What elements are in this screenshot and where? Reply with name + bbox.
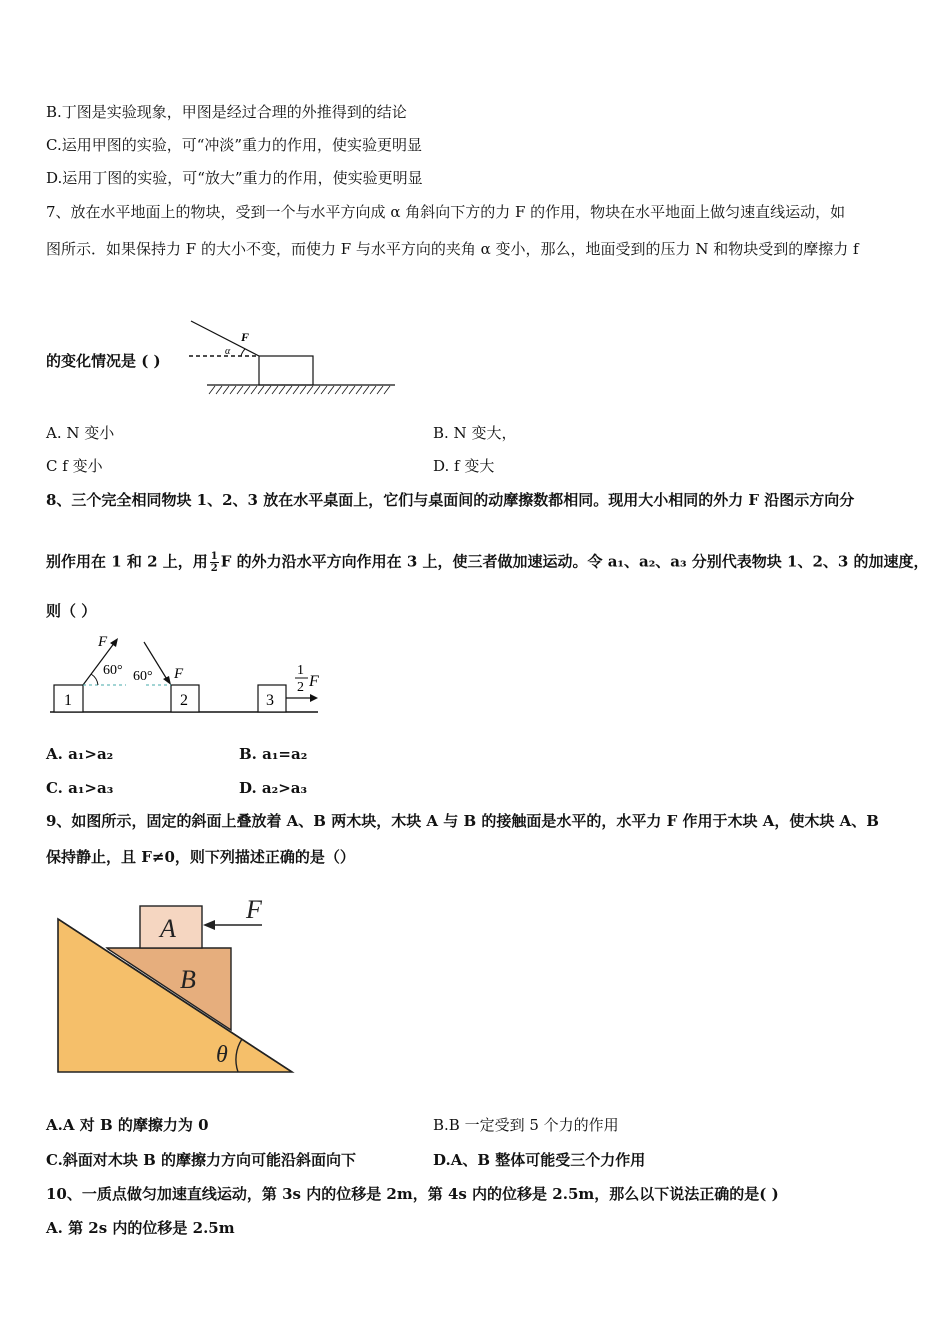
q6-option-c: C.运用甲图的实验，可“冲淡”重力的作用，使实验更明显: [46, 136, 423, 154]
q8-block-3-label: 3: [266, 692, 274, 709]
q8-force-2-arrowhead: [163, 676, 171, 685]
q8-force-3-den: 2: [297, 680, 304, 695]
q9-option-a: A.A 对 B 的摩擦力为 0: [46, 1116, 209, 1134]
q7-alpha-label: α: [225, 346, 231, 357]
q8-option-d: D. a₂>a₃: [239, 779, 308, 797]
q8-option-a: A. a₁>a₂: [46, 745, 114, 763]
q8-frac-den: 2: [210, 563, 218, 574]
q7-option-a: A. N 变小: [46, 424, 115, 442]
q10-stem-line1: 10、一质点做匀加速直线运动，第 3s 内的位移是 2m，第 4s 内的位移是 2.5m，那么以下说法正确的是( ): [46, 1185, 779, 1203]
q10-option-a: A. 第 2s 内的位移是 2.5m: [46, 1219, 235, 1237]
q8-angle-1-label: 60°: [103, 663, 123, 678]
q9-stem-line1: 9、如图所示，固定的斜面上叠放着 A、B 两木块，木块 A 与 B 的接触面是水平的，水平力 F 作用于木块 A，使木块 A、B: [46, 812, 879, 830]
q7-block: [259, 356, 313, 385]
q6-option-b: B.丁图是实验现象，甲图是经过合理的外推得到的结论: [46, 103, 407, 121]
q8-force-3-arrowhead: [310, 694, 318, 702]
q8-stem-line1: 8、三个完全相同物块 1、2、3 放在水平桌面上，它们与桌面间的动摩擦数都相同。现用大小相同的外力 F 沿图示方向分: [46, 491, 855, 509]
q9-option-b: B.B 一定受到 5 个力的作用: [433, 1116, 619, 1134]
q6-option-d: D.运用丁图的实验，可“放大”重力的作用，使实验更明显: [46, 169, 423, 187]
q8-option-b: B. a₁=a₂: [239, 745, 308, 763]
q7-stem-line1: 7、放在水平地面上的物块，受到一个与水平方向成 α 角斜向下方的力 F 的作用，物块在水平地面上做匀速直线运动，如: [46, 203, 846, 221]
q8-stem-line2-end: F 的外力沿水平方向作用在 3 上，使三者做加速运动。令 a₁、a₂、a₃ 分别代表物块 1、2、3 的加速度，: [220, 552, 929, 571]
q8-stem-line3: 则（ ）: [46, 602, 97, 620]
q7-force-label: F: [241, 330, 250, 344]
q8-angle-arc-1: [91, 674, 98, 685]
q7-angle-arc: [241, 349, 245, 356]
q9-block-a-label: A: [160, 914, 176, 943]
q9-option-c: C.斜面对木块 B 的摩擦力方向可能沿斜面向下: [46, 1151, 357, 1169]
q9-theta-label: θ: [216, 1042, 228, 1068]
q7-figure: [185, 316, 400, 398]
q9-figure: [50, 890, 300, 1080]
q9-block-b-label: B: [180, 965, 196, 994]
q9-force-arrowhead: [203, 920, 215, 930]
q9-force-label: F: [246, 895, 262, 924]
q8-option-c: C. a₁>a₃: [46, 779, 114, 797]
q7-option-b: B. N 变大，: [433, 424, 517, 442]
q7-stem-line3: 的变化情况是 ( ): [46, 352, 161, 370]
q8-half-fraction: [210, 551, 219, 574]
q8-block-1-label: 1: [64, 692, 72, 709]
q9-option-d: D.A、B 整体可能受三个力作用: [433, 1151, 646, 1169]
q8-force-2-label: F: [174, 666, 184, 682]
q8-figure: [46, 628, 331, 720]
q9-stem-line2: 保持静止，且 F≠0，则下列描述正确的是（）: [46, 848, 355, 866]
q8-block-2-label: 2: [180, 692, 188, 709]
q7-option-c: C f 变小: [46, 457, 103, 475]
q8-force-3-label: F: [309, 673, 319, 690]
q8-force-3-num: 1: [297, 663, 304, 678]
q8-angle-2-label: 60°: [133, 669, 153, 684]
q8-force-1-arrowhead: [110, 638, 118, 647]
q8-frac-num: 1: [210, 551, 218, 562]
q7-option-d: D. f 变大: [433, 457, 495, 475]
q8-force-1-label: F: [98, 634, 108, 650]
q8-stem-line2: [46, 551, 929, 574]
q7-stem-line2: 图所示．如果保持力 F 的大小不变，而使力 F 与水平方向的夹角 α 变小，那么，地面受到的压力 N 和物块受到的摩擦力 f: [46, 240, 859, 258]
q7-ground-hatch: [209, 386, 390, 394]
q8-stem-line2-start: 别作用在 1 和 2 上，用: [46, 552, 208, 571]
